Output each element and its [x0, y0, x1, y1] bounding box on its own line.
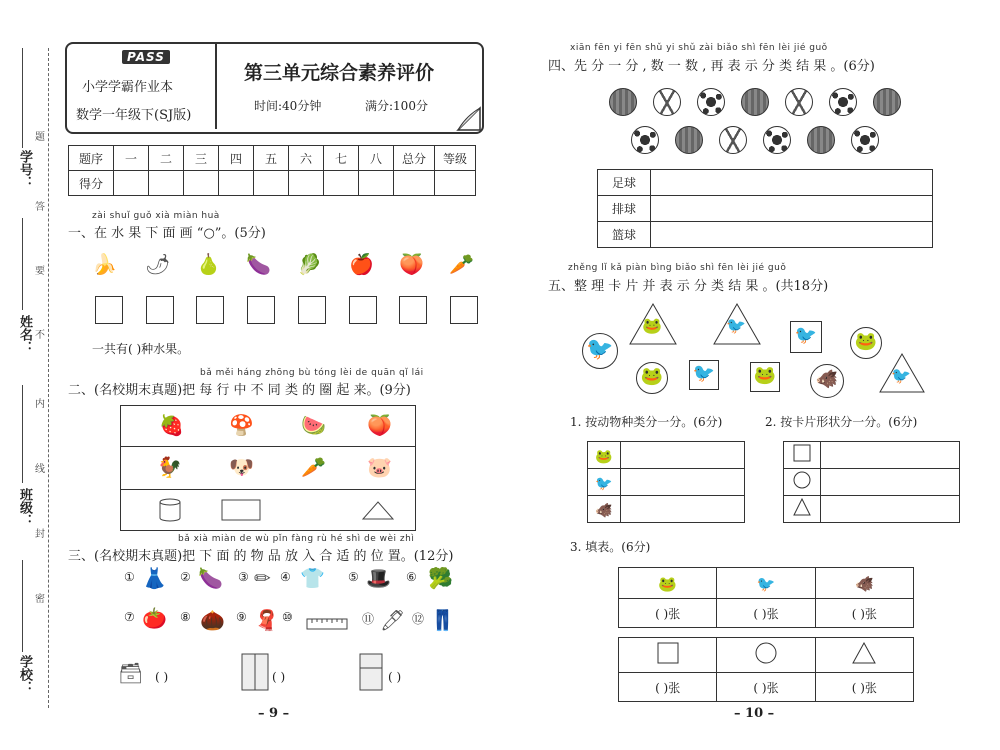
fill-cell[interactable]: ( )张 [619, 599, 717, 628]
score-cell[interactable] [184, 171, 219, 196]
answer-box[interactable] [349, 296, 377, 324]
bird-icon: 🐦 [794, 325, 818, 346]
answer-cell[interactable] [821, 442, 960, 469]
table-row [619, 673, 914, 702]
answer-cell[interactable] [821, 496, 960, 523]
score-cell[interactable] [394, 171, 435, 196]
basketball-icon [741, 88, 769, 116]
table-row [588, 442, 745, 469]
q3-blank[interactable]: ( ) [272, 670, 286, 684]
answer-box[interactable] [399, 296, 427, 324]
table-cell: 得分 [69, 171, 114, 196]
square-icon [793, 444, 811, 462]
table-row [588, 469, 745, 496]
q1-pinyin: zài shuǐ guǒ xià miàn huà [92, 211, 220, 221]
score-cell[interactable] [435, 171, 476, 196]
bird-icon: 🐦 [726, 316, 746, 335]
series-name: 小学学霸作业本 [82, 80, 174, 95]
q5-pinyin: zhěng lǐ kǎ piàn bìng biǎo shì fēn lèi jié guǒ [568, 263, 787, 273]
name-label: 姓名： [17, 315, 32, 354]
q3-blank[interactable]: ( ) [388, 670, 402, 684]
volleyball-icon [719, 126, 747, 154]
score-cell[interactable] [324, 171, 359, 196]
table-row [598, 170, 933, 196]
frog-icon: 🐸 [595, 448, 613, 465]
carrot-icon: 🥕 [449, 252, 474, 276]
square-card [750, 362, 780, 392]
soccer-ball-icon [763, 126, 791, 154]
table-row [784, 442, 960, 469]
peach-icon: 🍑 [399, 252, 424, 276]
fill-cell[interactable]: ( )张 [717, 673, 815, 702]
pencil-icon: ✏ [254, 566, 271, 590]
table-cell: 一 [114, 146, 149, 171]
q5-fill-table-shapes [618, 637, 914, 702]
frog-icon: 🐸 [753, 365, 777, 386]
answer-box[interactable] [450, 296, 478, 324]
circle-card [582, 333, 618, 369]
answer-box[interactable] [247, 296, 275, 324]
q1-title: 一、在 水 果 下 面 画 “○”。(5分) [68, 226, 266, 241]
page-title: 第三单元综合素养评价 [244, 62, 435, 84]
soccer-ball-icon [697, 88, 725, 116]
square-card [689, 360, 719, 390]
item-number: ⑤ [348, 570, 359, 584]
q3-title: 三、(名校期末真题)把 下 面 的 物 品 放 入 合 适 的 位 置。(12分) [68, 549, 454, 564]
score-cell[interactable] [149, 171, 184, 196]
triangle-icon[interactable] [361, 499, 395, 521]
cabbage-icon: 🥬 [297, 252, 322, 276]
frog-icon: 🐸 [854, 331, 878, 352]
banana-icon: 🍌 [92, 252, 117, 276]
radish-icon: 🌰 [200, 608, 225, 632]
table-cell: 七 [324, 146, 359, 171]
fridge-icon [358, 652, 384, 692]
tomato-icon: 🍅 [142, 606, 167, 630]
seal-mark: 要 [35, 262, 45, 277]
seal-mark: 不 [35, 326, 45, 341]
q5-shape-table [783, 441, 960, 523]
q2-row-2 [121, 447, 416, 490]
table-row [588, 496, 745, 523]
volleyball-icon [653, 88, 681, 116]
soccer-ball-icon [851, 126, 879, 154]
q4-pinyin: xiān fēn yi fēn shǔ yi shǔ zài biǎo shì fēn lèi jié guǒ [570, 43, 828, 53]
pear-icon: 🍐 [196, 252, 221, 276]
q5-title: 五、整 理 卡 片 并 表 示 分 类 结 果 。(共18分) [548, 279, 829, 294]
bird-icon: 🐦 [756, 574, 776, 593]
square-icon [657, 642, 679, 664]
pen-icon: 🖊 [380, 608, 406, 632]
ruler-icon [306, 618, 348, 630]
answer-cell[interactable] [621, 442, 745, 469]
table-cell: 等级 [435, 146, 476, 171]
q1-answer[interactable]: 一共有( )种水果。 [92, 342, 190, 356]
table-cell: 六 [289, 146, 324, 171]
seal-mark: 内 [35, 395, 45, 410]
score-table-header-row [69, 146, 476, 171]
soccer-ball-icon [631, 126, 659, 154]
q3-pinyin: bǎ xià miàn de wù pǐn fàng rù hé shì de wèi zhì [178, 534, 415, 544]
watermelon-icon[interactable]: 🍉 [301, 413, 326, 437]
header-divider [215, 43, 217, 129]
q2-pinyin: bǎ měi háng zhōng bù tóng lèi de quān qǐ lái [200, 368, 424, 378]
basketball-icon [675, 126, 703, 154]
seal-mark: 密 [35, 590, 45, 605]
answer-box[interactable] [146, 296, 174, 324]
seal-line [48, 48, 49, 708]
student-id-blank[interactable] [22, 48, 23, 148]
pants-icon: 👖 [430, 608, 455, 632]
table-cell: 排球 [598, 196, 651, 222]
page-number-left: – 9 – [258, 706, 290, 721]
fill-cell[interactable]: ( )张 [717, 599, 815, 628]
q3-blank[interactable]: ( ) [155, 670, 169, 684]
item-number: ⑨ [236, 610, 247, 624]
eggplant-icon: 🍆 [246, 252, 271, 276]
basketball-icon [807, 126, 835, 154]
dog-icon[interactable]: 🐶 [229, 455, 254, 479]
square-card [790, 321, 822, 353]
answer-cell[interactable] [651, 196, 933, 222]
table-cell: 题序 [69, 146, 114, 171]
q5-sub1: 1. 按动物种类分一分。(6分) [570, 415, 723, 429]
bird-icon: 🐦 [891, 366, 911, 385]
score-cell[interactable] [254, 171, 289, 196]
pig-icon: 🐗 [854, 574, 874, 593]
pencil-case-icon: 🗃 [118, 661, 144, 685]
item-number: ⑧ [180, 610, 191, 624]
frog-icon: 🐸 [658, 574, 677, 593]
table-row [784, 496, 960, 523]
fill-cell[interactable]: ( )张 [619, 673, 717, 702]
item-number: ④ [280, 570, 291, 584]
pass-logo: PASS [122, 50, 170, 64]
seal-mark: 封 [35, 525, 45, 540]
cauliflower-icon: 🥦 [428, 566, 453, 590]
seal-mark: 答 [35, 198, 45, 213]
answer-box[interactable] [298, 296, 326, 324]
class-label: 班级： [17, 488, 32, 527]
answer-cell[interactable] [651, 222, 933, 248]
school-blank[interactable] [22, 560, 23, 652]
page-number-right: – 10 – [734, 706, 775, 721]
rectangle-icon[interactable] [221, 499, 261, 521]
bird-icon: 🐦 [586, 337, 614, 362]
table-cell: 篮球 [598, 222, 651, 248]
circle-icon [793, 471, 811, 489]
pig-icon[interactable]: 🐷 [367, 455, 392, 479]
q2-row-1 [121, 406, 416, 447]
item-number: ③ [238, 570, 249, 584]
chili-icon: 🌶 [145, 252, 171, 276]
class-blank[interactable] [22, 385, 23, 483]
name-blank[interactable] [22, 218, 23, 310]
wardrobe-icon [240, 652, 270, 692]
apple-icon: 🍎 [349, 252, 374, 276]
triangle-icon [852, 642, 876, 664]
item-number: ⑦ [124, 610, 135, 624]
triangle-icon [793, 498, 811, 516]
table-cell: 足球 [598, 170, 651, 196]
carrot-icon[interactable]: 🥕 [301, 455, 326, 479]
skirt-icon: 👗 [142, 566, 167, 590]
table-cell: 八 [359, 146, 394, 171]
table-cell: 二 [149, 146, 184, 171]
fill-cell[interactable]: ( )张 [815, 599, 913, 628]
score-cell[interactable] [289, 171, 324, 196]
item-number: ⑫ [412, 612, 425, 626]
pig-icon: 🐗 [815, 369, 839, 390]
q5-sub2: 2. 按卡片形状分一分。(6分) [765, 415, 918, 429]
item-number: ① [124, 570, 135, 584]
table-row [619, 638, 914, 673]
scarf-icon: 🧣 [254, 608, 279, 632]
basketball-icon [609, 88, 637, 116]
frog-icon: 🐸 [642, 316, 662, 335]
basketball-icon [873, 88, 901, 116]
item-number: ② [180, 570, 191, 584]
score-cell[interactable] [114, 171, 149, 196]
fill-cell[interactable]: ( )张 [815, 673, 913, 702]
table-row [619, 599, 914, 628]
answer-cell[interactable] [621, 496, 745, 523]
q4-title: 四、先 分 一 分 , 数 一 数 , 再 表 示 分 类 结 果 。(6分) [548, 59, 875, 74]
q2-title: 二、(名校期末真题)把 每 行 中 不 同 类 的 圈 起 来。(9分) [68, 383, 411, 398]
soccer-ball-icon [829, 88, 857, 116]
mushroom-icon[interactable]: 🍄 [229, 413, 254, 437]
peach-icon[interactable]: 🍑 [367, 413, 392, 437]
q5-fill-table-animals [618, 567, 914, 628]
table-cell: 总分 [394, 146, 435, 171]
rooster-icon[interactable]: 🐓 [157, 455, 182, 479]
grade-label: 数学一年级下(SJ版) [76, 108, 192, 123]
strawberry-icon[interactable]: 🍓 [159, 413, 184, 437]
answer-cell[interactable] [621, 469, 745, 496]
table-row [784, 469, 960, 496]
seal-mark: 线 [35, 460, 45, 475]
hat-icon: 🎩 [366, 566, 391, 590]
frog-icon: 🐸 [640, 366, 664, 387]
score-table [68, 145, 476, 196]
answer-box[interactable] [95, 296, 123, 324]
item-number: ⑩ [282, 610, 293, 624]
tshirt-icon: 👕 [300, 566, 325, 590]
table-cell: 三 [184, 146, 219, 171]
page-curl-icon [456, 106, 482, 132]
score-cell[interactable] [359, 171, 394, 196]
item-number: ⑥ [406, 570, 417, 584]
school-label: 学校： [17, 655, 32, 694]
score-table-score-row [69, 171, 476, 196]
circle-card [810, 364, 844, 398]
answer-cell[interactable] [821, 469, 960, 496]
circle-card [636, 362, 668, 394]
item-number: ⑪ [362, 612, 375, 626]
table-row [598, 222, 933, 248]
answer-box[interactable] [196, 296, 224, 324]
volleyball-icon [785, 88, 813, 116]
full-score: 满分:100分 [365, 99, 428, 113]
q2-row-3 [121, 490, 416, 531]
student-id-label: 学号： [17, 150, 32, 189]
answer-cell[interactable] [651, 170, 933, 196]
q5-sub3: 3. 填表。(6分) [570, 540, 651, 554]
table-row [619, 568, 914, 599]
seal-mark: 题 [35, 128, 45, 143]
score-cell[interactable] [219, 171, 254, 196]
table-cell: 五 [254, 146, 289, 171]
q4-table [597, 169, 933, 248]
bird-icon: 🐦 [692, 363, 716, 384]
cylinder-icon[interactable] [157, 497, 183, 523]
bird-icon: 🐦 [595, 475, 613, 492]
table-cell: 四 [219, 146, 254, 171]
pig-icon: 🐗 [595, 502, 613, 519]
q5-animal-table [587, 441, 745, 523]
table-row [598, 196, 933, 222]
eggplant-icon: 🍆 [198, 566, 223, 590]
circle-icon [755, 642, 777, 664]
q2-grid [120, 405, 416, 531]
time-limit: 时间:40分钟 [254, 99, 322, 113]
